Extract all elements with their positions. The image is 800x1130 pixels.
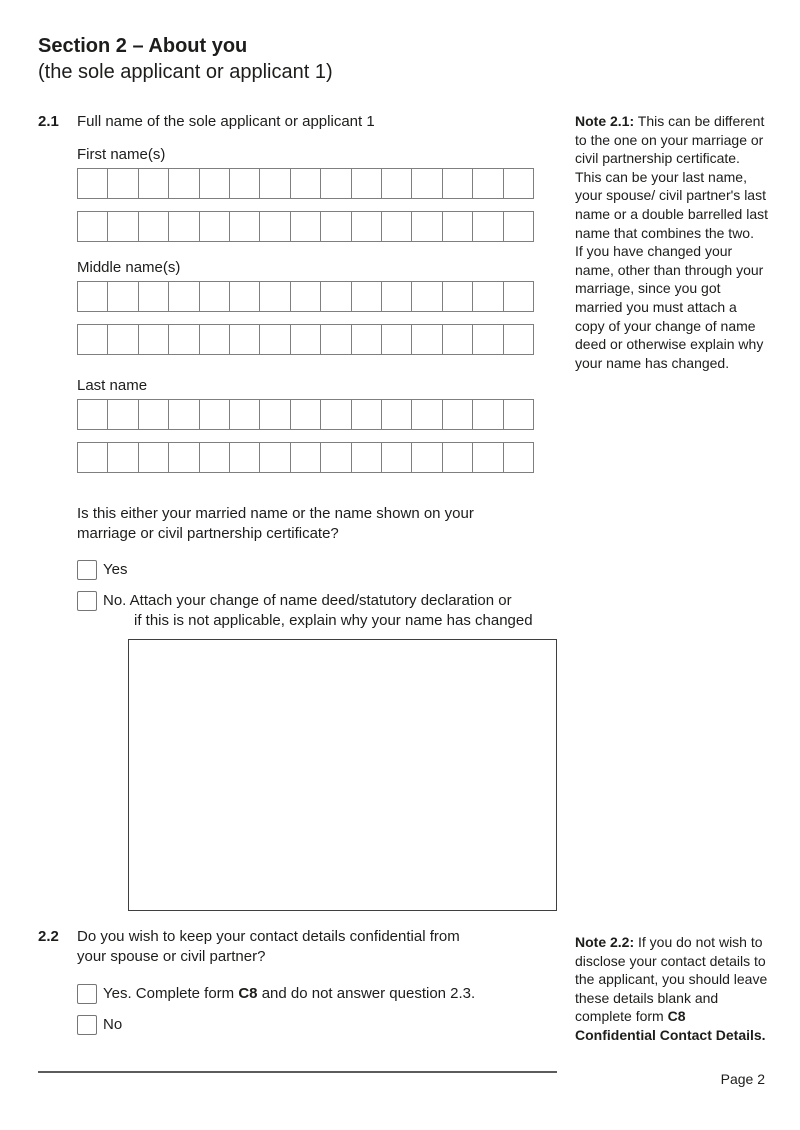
confidential-yes-label-post: and do not answer question 2.3. [257,985,476,1002]
char-cell[interactable] [321,282,351,311]
char-cell[interactable] [352,443,382,472]
married-name-question [77,504,547,544]
married-name-yes-option [77,560,127,580]
char-cell[interactable] [504,325,533,354]
last-name-row-1 [77,399,534,430]
char-cell[interactable] [473,400,503,429]
char-cell[interactable] [412,212,442,241]
question-2-2-line2: your spouse or civil partner? [77,948,266,965]
char-cell[interactable] [291,212,321,241]
char-cell[interactable] [78,169,108,198]
char-cell[interactable] [260,212,290,241]
char-cell[interactable] [139,212,169,241]
char-cell[interactable] [230,443,260,472]
char-cell[interactable] [108,443,138,472]
char-cell[interactable] [321,169,351,198]
char-cell[interactable] [200,282,230,311]
note-2-2-form-name: C8 Confidential Contact Details. [575,1008,766,1043]
page-number: Page 2 [720,1071,765,1087]
char-cell[interactable] [412,400,442,429]
char-cell[interactable] [443,212,473,241]
char-cell[interactable] [78,212,108,241]
married-name-no-label-line2: if this is not applicable, explain why your name has changed [134,612,533,629]
char-cell[interactable] [139,282,169,311]
char-cell[interactable] [139,325,169,354]
married-name-no-option [77,591,533,631]
char-cell[interactable] [108,400,138,429]
char-cell[interactable] [352,325,382,354]
first-name-label: First name(s) [77,146,166,163]
char-cell[interactable] [139,400,169,429]
char-cell[interactable] [291,400,321,429]
last-name-label: Last name [77,377,148,394]
char-cell[interactable] [473,282,503,311]
char-cell[interactable] [260,169,290,198]
char-cell[interactable] [169,282,199,311]
char-cell[interactable] [352,169,382,198]
char-cell[interactable] [352,400,382,429]
char-cell[interactable] [108,325,138,354]
footer-divider [38,1071,557,1073]
char-cell[interactable] [412,443,442,472]
char-cell[interactable] [291,282,321,311]
char-cell[interactable] [200,325,230,354]
char-cell[interactable] [78,325,108,354]
question-2-2-number: 2.2 [38,928,59,945]
char-cell[interactable] [139,443,169,472]
char-cell[interactable] [230,400,260,429]
section-subtitle: (the sole applicant or applicant 1) [38,61,333,83]
confidential-yes-label-pre: Yes. Complete form [103,985,239,1002]
middle-name-field [77,259,534,355]
char-cell[interactable] [108,282,138,311]
name-change-explanation-box[interactable] [128,639,557,911]
confidential-yes-checkbox[interactable] [77,984,97,1004]
char-cell[interactable] [382,212,412,241]
last-name-row-2 [77,442,534,473]
married-name-yes-checkbox[interactable] [77,560,97,580]
char-cell[interactable] [169,443,199,472]
char-cell[interactable] [169,212,199,241]
char-cell[interactable] [352,212,382,241]
married-name-question-line2: marriage or civil partnership certificate? [77,525,339,542]
married-name-yes-label: Yes [103,561,128,578]
char-cell[interactable] [504,443,533,472]
char-cell[interactable] [473,169,503,198]
char-cell[interactable] [382,169,412,198]
confidential-yes-option [77,984,475,1004]
section-title: Section 2 – About you [38,35,248,57]
char-cell[interactable] [169,325,199,354]
char-cell[interactable] [504,212,533,241]
confidential-no-option [77,1015,122,1035]
char-cell[interactable] [473,443,503,472]
confidential-yes-label-form-name: C8 [238,985,258,1002]
note-2-1-part1: This can be different to the one on your marriage or civil partnership certificate. This can be your last name, your spouse/ civil partner's last name or a double barrelled last name that combines the two. [575,113,769,241]
char-cell[interactable] [412,169,442,198]
question-2-2-text [77,927,547,967]
char-cell[interactable] [230,169,260,198]
char-cell[interactable] [321,325,351,354]
char-cell[interactable] [291,169,321,198]
char-cell[interactable] [291,443,321,472]
char-cell[interactable] [200,169,230,198]
char-cell[interactable] [382,325,412,354]
char-cell[interactable] [78,282,108,311]
char-cell[interactable] [412,325,442,354]
question-2-1-text: Full name of the sole applicant or applicant 1 [77,113,375,130]
char-cell[interactable] [108,212,138,241]
char-cell[interactable] [230,325,260,354]
char-cell[interactable] [443,400,473,429]
confidential-yes-label [103,984,475,1004]
char-cell[interactable] [260,400,290,429]
middle-name-label: Middle name(s) [77,259,181,276]
first-name-row-1 [77,168,534,199]
char-cell[interactable] [443,282,473,311]
char-cell[interactable] [230,282,260,311]
char-cell[interactable] [291,325,321,354]
char-cell[interactable] [412,282,442,311]
char-cell[interactable] [504,282,533,311]
char-cell[interactable] [169,400,199,429]
middle-name-row-2 [77,324,534,355]
char-cell[interactable] [200,212,230,241]
char-cell[interactable] [321,212,351,241]
char-cell[interactable] [200,400,230,429]
married-name-no-checkbox[interactable] [77,591,97,611]
char-cell[interactable] [230,212,260,241]
char-cell[interactable] [200,443,230,472]
note-2-2 [575,933,769,1045]
last-name-field [77,377,534,473]
char-cell[interactable] [108,169,138,198]
char-cell[interactable] [504,400,533,429]
confidential-no-label: No [103,1016,123,1033]
confidential-no-checkbox[interactable] [77,1015,97,1035]
char-cell[interactable] [260,443,290,472]
note-2-1-title: Note 2.1: [575,113,635,129]
char-cell[interactable] [169,169,199,198]
note-2-1 [575,112,769,372]
note-2-2-title: Note 2.2: [575,934,635,950]
char-cell[interactable] [139,169,169,198]
char-cell[interactable] [443,169,473,198]
char-cell[interactable] [473,325,503,354]
first-name-field [77,146,534,242]
char-cell[interactable] [382,443,412,472]
married-name-no-label [103,591,533,631]
char-cell[interactable] [473,212,503,241]
char-cell[interactable] [78,400,108,429]
note-2-1-part2: If you have changed your name, other than through your marriage, since you got married you must attach a copy of your change of name deed or otherwise explain why your name has changed. [575,243,764,371]
char-cell[interactable] [504,169,533,198]
char-cell[interactable] [321,400,351,429]
question-2-1-number: 2.1 [38,113,59,130]
note-2-2-body: If you do not wish to disclose your contact details to the applicant, you should leave these details blank and complete form [575,934,768,1025]
first-name-row-2 [77,211,534,242]
married-name-question-line1: Is this either your married name or the name shown on your [77,505,474,522]
char-cell[interactable] [443,325,473,354]
char-cell[interactable] [260,325,290,354]
char-cell[interactable] [260,282,290,311]
char-cell[interactable] [382,282,412,311]
char-cell[interactable] [352,282,382,311]
middle-name-row-1 [77,281,534,312]
char-cell[interactable] [443,443,473,472]
married-name-no-label-line1: No. Attach your change of name deed/statutory declaration or [103,592,512,609]
section-header [38,33,333,85]
char-cell[interactable] [382,400,412,429]
question-2-2-line1: Do you wish to keep your contact details confidential from [77,928,460,945]
char-cell[interactable] [78,443,108,472]
char-cell[interactable] [321,443,351,472]
